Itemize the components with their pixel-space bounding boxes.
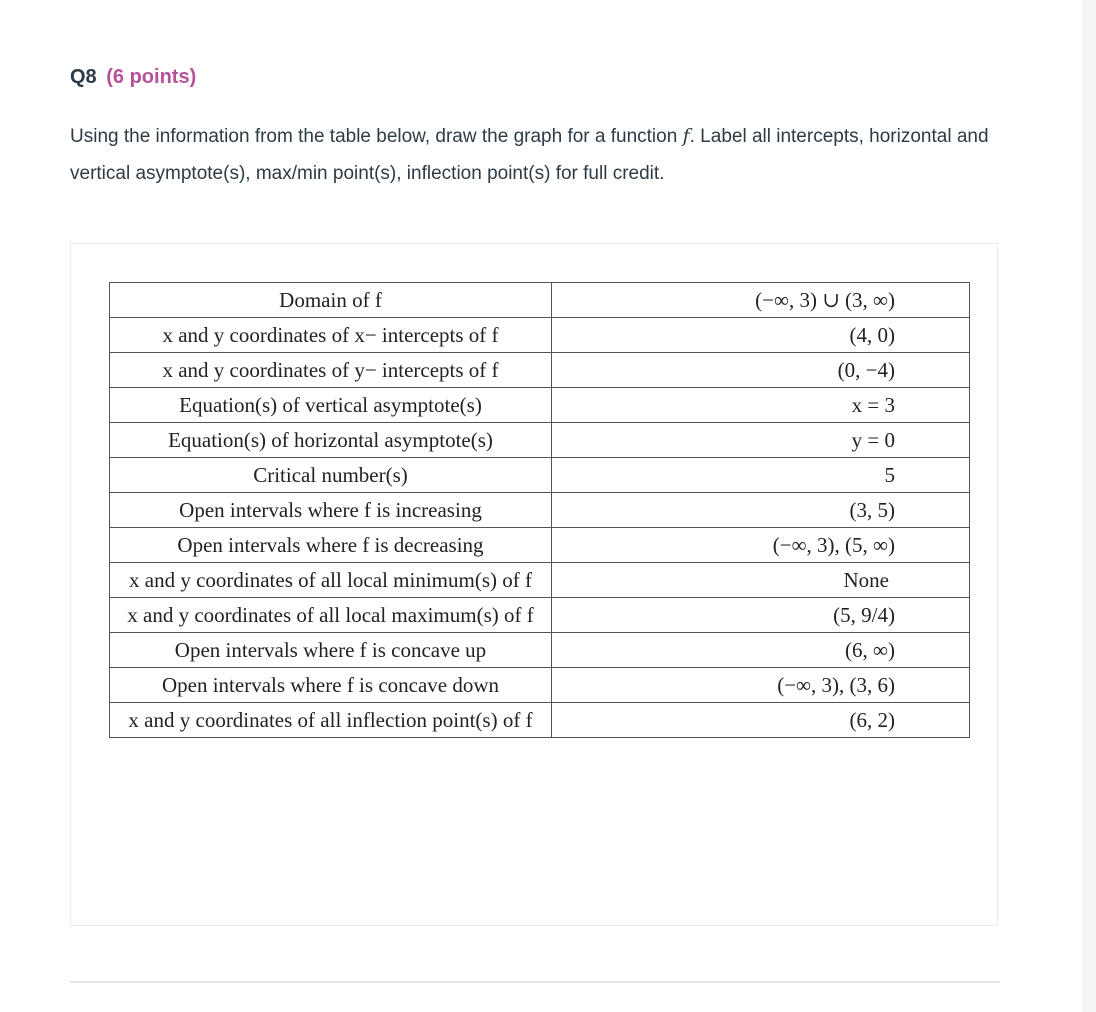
row-label: Open intervals where f is concave down (110, 668, 552, 703)
prompt-text-before: Using the information from the table below, draw the graph for a function (70, 126, 678, 147)
table-row (110, 563, 970, 598)
page-right-gutter (1082, 0, 1096, 1012)
row-value: (6, ∞) (552, 633, 970, 668)
row-value: (6, 2) (552, 703, 970, 738)
table-row (110, 703, 970, 738)
table-row (110, 353, 970, 388)
prompt-text-after: . Label all intercepts, horizontal and vertical asymptote(s), max/min point(s), inflection point(s) for full credit. (70, 126, 989, 184)
table-row (110, 388, 970, 423)
row-label: Open intervals where f is concave up (110, 633, 552, 668)
row-label: Critical number(s) (110, 458, 552, 493)
row-value: (0, −4) (552, 353, 970, 388)
row-label: x and y coordinates of all local minimum(s) of f (110, 563, 552, 598)
row-label: x and y coordinates of all inflection point(s) of f (110, 703, 552, 738)
row-value: 5 (552, 458, 970, 493)
row-value: (4, 0) (552, 318, 970, 353)
row-label: Equation(s) of vertical asymptote(s) (110, 388, 552, 423)
section-divider (70, 981, 1000, 983)
row-label: Domain of f (110, 283, 552, 318)
question-prompt (70, 118, 1000, 192)
row-label: Open intervals where f is decreasing (110, 528, 552, 563)
row-label: Equation(s) of horizontal asymptote(s) (110, 423, 552, 458)
table-row (110, 633, 970, 668)
row-label: x and y coordinates of x− intercepts of f (110, 318, 552, 353)
row-value: (−∞, 3), (5, ∞) (552, 528, 970, 563)
function-info-table (109, 282, 970, 738)
row-value: x = 3 (552, 388, 970, 423)
table-row (110, 283, 970, 318)
row-value: (3, 5) (552, 493, 970, 528)
row-value: (5, 9/4) (552, 598, 970, 633)
table-row (110, 318, 970, 353)
table-row (110, 668, 970, 703)
row-label: x and y coordinates of all local maximum(s) of f (110, 598, 552, 633)
question-points: (6 points) (106, 66, 197, 88)
table-row (110, 423, 970, 458)
prompt-function-variable: f (682, 125, 690, 147)
row-value: None (552, 563, 970, 598)
row-value: (−∞, 3) ∪ (3, ∞) (552, 283, 970, 318)
row-value: (−∞, 3), (3, 6) (552, 668, 970, 703)
question-number: Q8 (70, 66, 97, 88)
row-label: Open intervals where f is increasing (110, 493, 552, 528)
row-label: x and y coordinates of y− intercepts of f (110, 353, 552, 388)
table-row (110, 598, 970, 633)
table-row (110, 458, 970, 493)
table-row (110, 528, 970, 563)
row-value: y = 0 (552, 423, 970, 458)
table-row (110, 493, 970, 528)
question-header (70, 66, 196, 89)
